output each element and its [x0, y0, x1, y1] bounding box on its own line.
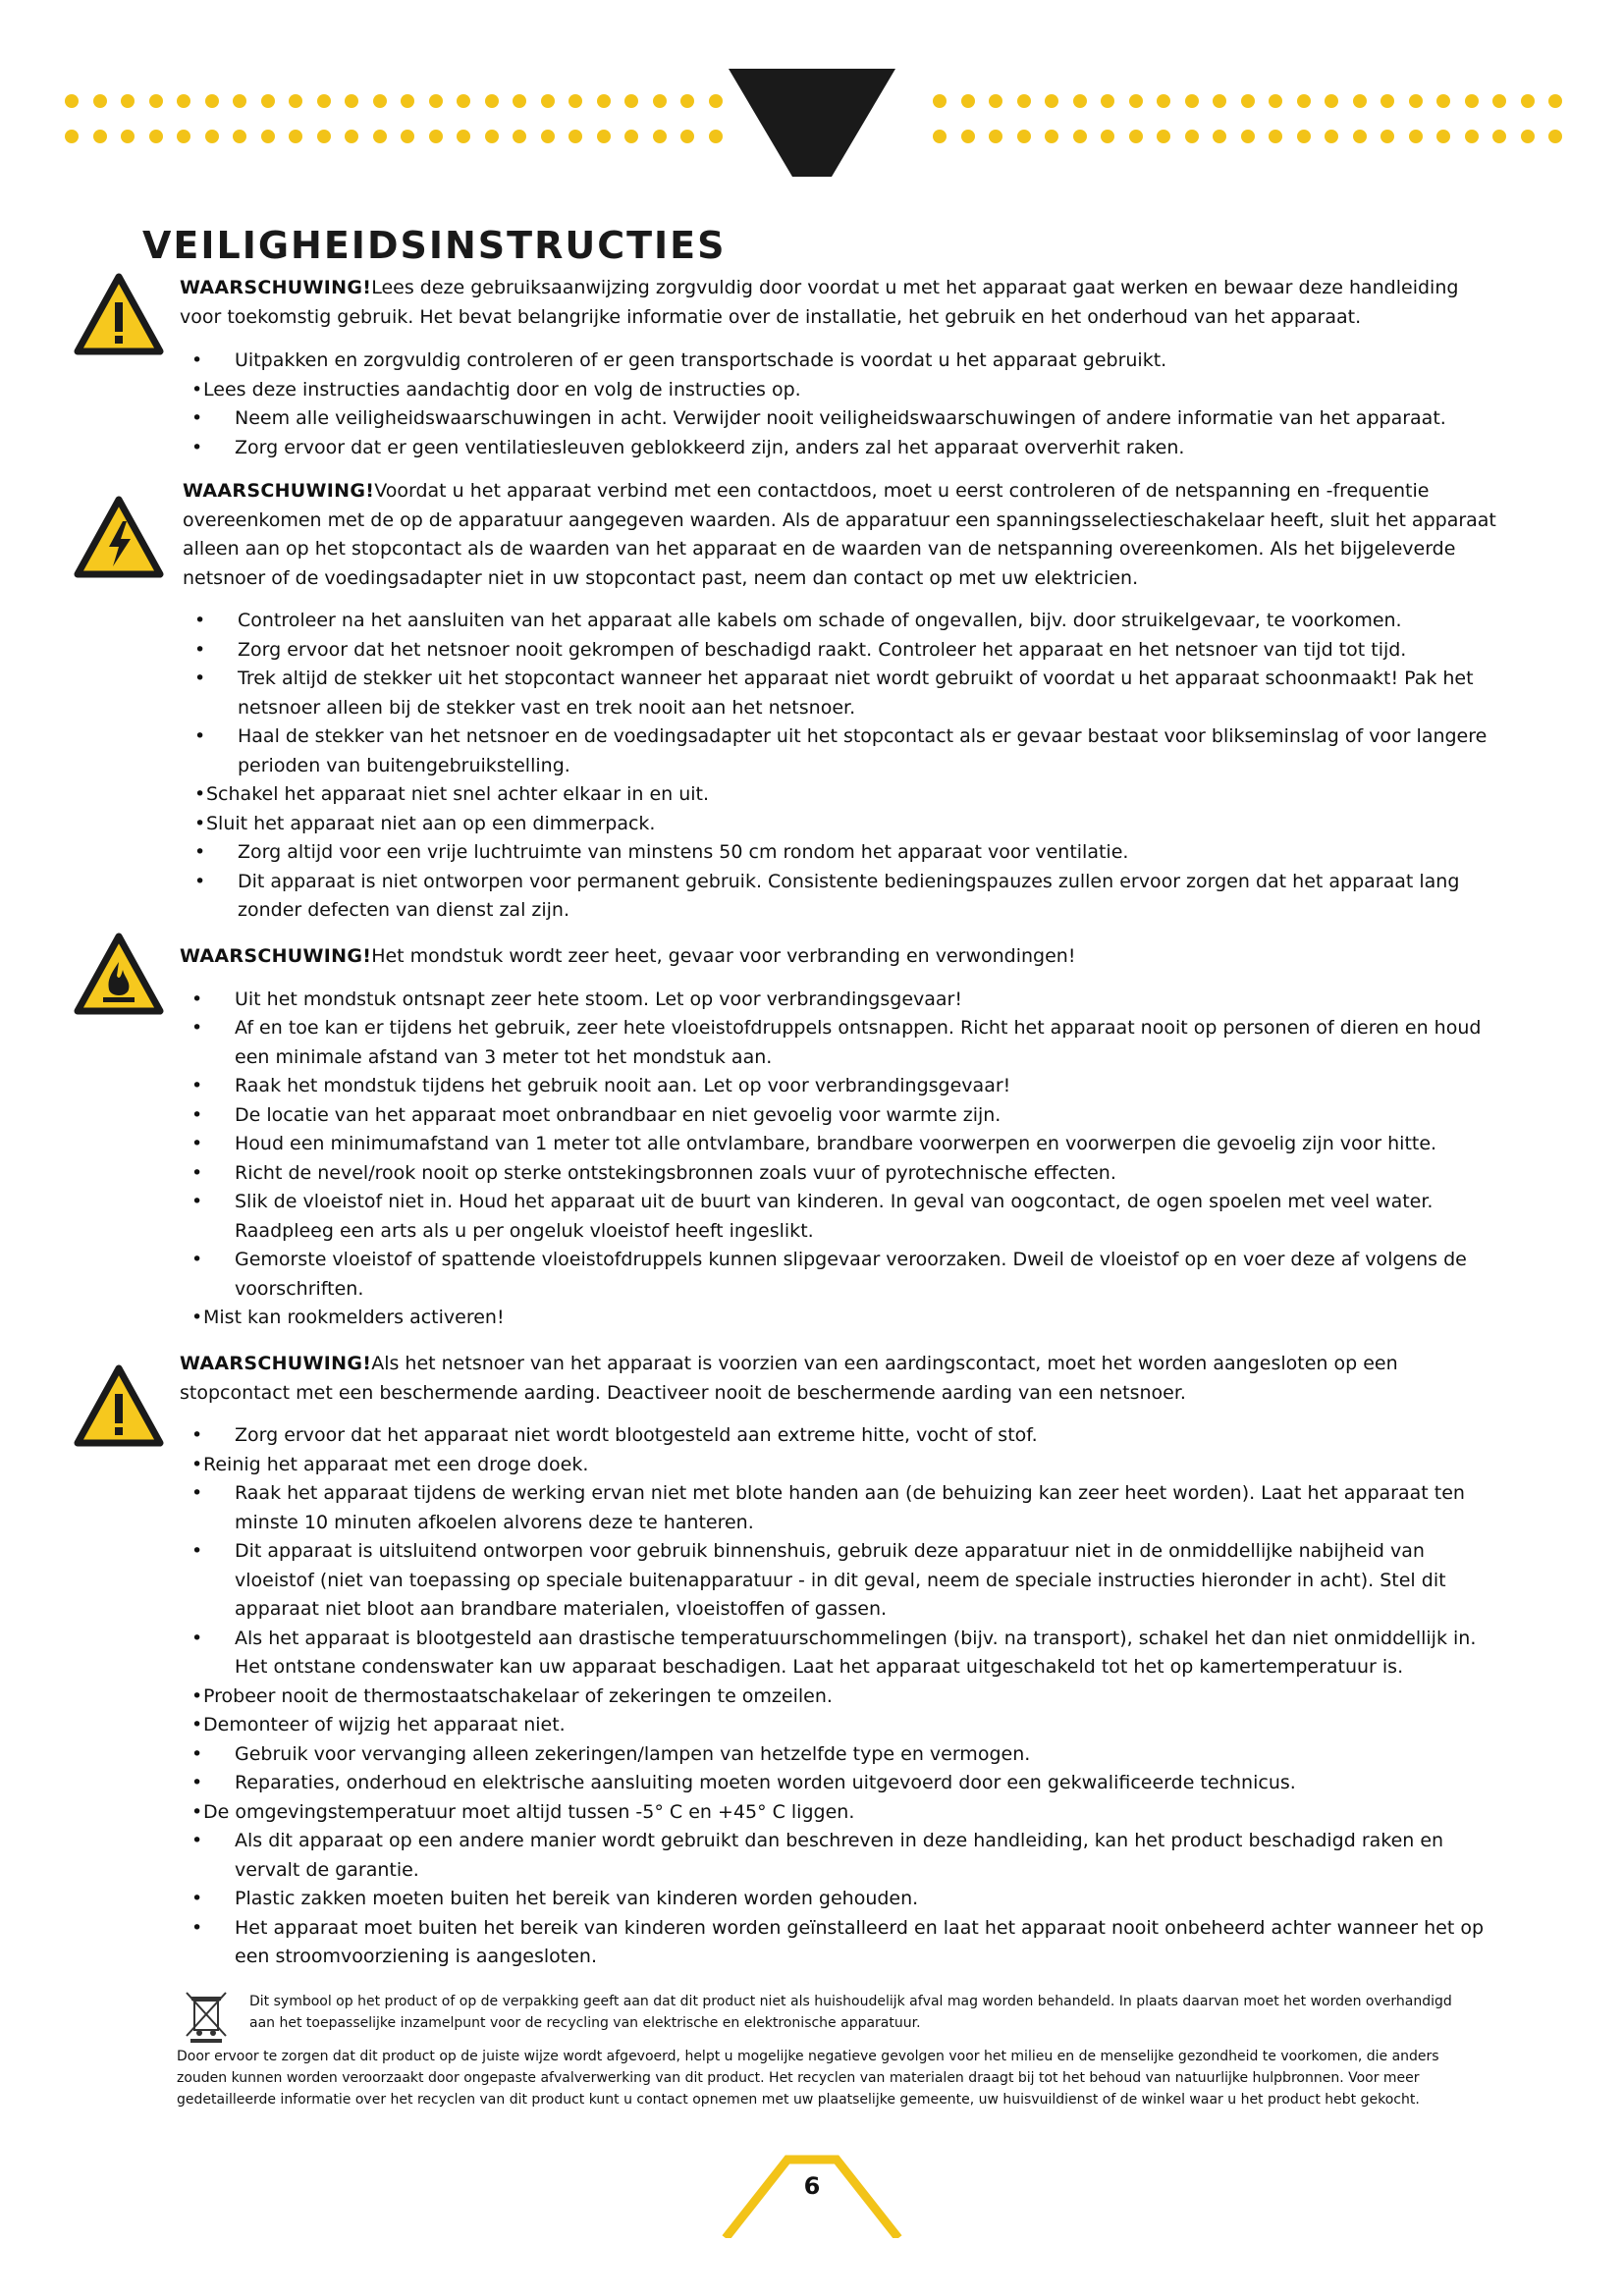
- decor-dot: [1353, 94, 1367, 108]
- decor-dot: [373, 94, 387, 108]
- decor-dot: [1548, 130, 1562, 143]
- decor-dot: [345, 94, 358, 108]
- section-2-list: [183, 607, 1496, 926]
- decor-dot: [961, 130, 975, 143]
- decor-dot: [1492, 130, 1506, 143]
- list-item: • Reinig het apparaat met een droge doek.: [180, 1451, 1496, 1480]
- decor-dot: [1101, 94, 1114, 108]
- decor-dot: [1325, 94, 1338, 108]
- decor-dot: [1213, 130, 1226, 143]
- decor-dot: [1157, 94, 1170, 108]
- decor-dot: [961, 94, 975, 108]
- list-item: • Als dit apparaat op een andere manier wordt gebruikt dan beschreven in deze handleiding, kan het product beschadigd raken en vervalt de garantie.: [180, 1827, 1496, 1885]
- decor-dot: [1241, 130, 1255, 143]
- decor-dot: [1297, 94, 1311, 108]
- decor-dot: [429, 130, 443, 143]
- decor-dot: [1073, 94, 1087, 108]
- decor-dot: [121, 130, 135, 143]
- warning-text: Als het netsnoer van het apparaat is voorzien van een aardingscontact, moet het worden aangesloten op een stopcontact met een beschermende aarding. Deactiveer nooit de beschermende aarding van een netsnoer.: [180, 1353, 1398, 1404]
- decor-dot: [680, 130, 694, 143]
- decor-dot: [233, 130, 246, 143]
- list-item: • Zorg altijd voor een vrije luchtruimte van minstens 50 cm rondom het apparaat voor ventilatie.: [183, 838, 1496, 868]
- list-item: • Zorg ervoor dat het apparaat niet wordt blootgesteld aan extreme hitte, vocht of stof.: [180, 1421, 1496, 1451]
- decor-dot: [1185, 130, 1199, 143]
- list-item: • Haal de stekker van het netsnoer en de voedingsadapter uit het stopcontact als er gevaar bestaat voor blikseminslag of voor langere perioden van buitengebruikstelling.: [183, 722, 1496, 780]
- decor-dot: [1045, 130, 1058, 143]
- list-item: • Slik de vloeistof niet in. Houd het apparaat uit de buurt van kinderen. In geval van oogcontact, de ogen spoelen met veel water. Raadpleeg een arts als u per ongeluk vloeistof heeft ingeslikt.: [180, 1188, 1496, 1246]
- decor-dot: [1548, 94, 1562, 108]
- section-4-warning: [180, 1350, 1496, 1408]
- decor-dot: [429, 94, 443, 108]
- decor-dot: [513, 130, 526, 143]
- decor-dot: [1409, 130, 1423, 143]
- section-3-warning: [180, 942, 1496, 972]
- weee-disposal-text: Door ervoor te zorgen dat dit product op de juiste wijze wordt afgevoerd, helpt u mogelijke negatieve gevolgen voor het milieu en de menselijke gezondheid te voorkomen, die anders zouden kunnen worden veroorzaakt door ongepaste afvalverwerking van dit product. Het recyclen van materialen draagt bij tot het behoud van natuurlijke hulpbronnen. Voor meer gedetailleerde informatie over het recyclen van dit product kunt u contact opnemen met uw plaatselijke gemeente, uw huisvuildienst of de winkel waar u het product hebt gekocht.: [177, 2049, 1439, 2108]
- electric-shock-icon: [74, 496, 164, 578]
- decor-dot: [205, 130, 219, 143]
- page-number: 6: [803, 2172, 821, 2200]
- decor-dot: [933, 94, 947, 108]
- decor-dot: [1157, 130, 1170, 143]
- list-item: • De locatie van het apparaat moet onbrandbaar en niet gevoelig voor warmte zijn.: [180, 1101, 1496, 1131]
- decor-dot: [1129, 94, 1143, 108]
- warning-text: Lees deze gebruiksaanwijzing zorgvuldig door voordat u met het apparaat gaat werken en bewaar deze handleiding voor toekomstig gebruik. Het bevat belangrijke informatie over de installatie, het gebruik en het onderhoud van het apparaat.: [180, 277, 1459, 328]
- decor-dot: [1380, 130, 1394, 143]
- list-item: • Gebruik voor vervanging alleen zekeringen/lampen van hetzelfde type en vermogen.: [180, 1740, 1496, 1770]
- list-item: • Raak het apparaat tijdens de werking ervan niet met blote handen aan (de behuizing kan zeer heet worden). Laat het apparaat ten minste 10 minuten afkoelen alvorens deze te hanteren.: [180, 1479, 1496, 1537]
- decor-dot: [1436, 94, 1450, 108]
- list-item: • Als het apparaat is blootgesteld aan drastische temperatuurschommelingen (bijv. na transport), schakel het dan niet onmiddellijk in. Het ontstane condenswater kan uw apparaat beschadigen. Laat het apparaat uitgeschakeld tot het op kamertemperatuur is.: [180, 1625, 1496, 1682]
- decor-dot: [261, 94, 275, 108]
- list-item: • Lees deze instructies aandachtig door en volg de instructies op.: [180, 376, 1496, 405]
- decor-dot: [1129, 130, 1143, 143]
- decor-dot: [709, 130, 723, 143]
- list-item: • Af en toe kan er tijdens het gebruik, zeer hete vloeistofdruppels ontsnappen. Richt het apparaat nooit op personen of dieren en houd een minimale afstand van 3 meter tot het mondstuk aan.: [180, 1014, 1496, 1072]
- decor-dot: [93, 94, 107, 108]
- decor-dot: [541, 130, 555, 143]
- list-item: • Zorg ervoor dat er geen ventilatiesleuven geblokkeerd zijn, anders zal het apparaat oververhit raken.: [180, 434, 1496, 463]
- list-item: • Raak het mondstuk tijdens het gebruik nooit aan. Let op voor verbrandingsgevaar!: [180, 1072, 1496, 1101]
- warning-exclamation-icon: [74, 1364, 164, 1447]
- list-item: • Mist kan rookmelders activeren!: [180, 1304, 1496, 1333]
- decor-dot: [373, 130, 387, 143]
- warning-label: WAARSCHUWING!: [180, 277, 372, 298]
- decor-dot: [1297, 130, 1311, 143]
- decor-dot: [1045, 94, 1058, 108]
- section-1-list: [180, 347, 1496, 462]
- list-item: • Probeer nooit de thermostaatschakelaar of zekeringen te omzeilen.: [180, 1682, 1496, 1712]
- warning-text: Het mondstuk wordt zeer heet, gevaar voor verbranding en verwondingen!: [371, 945, 1076, 967]
- decor-dot: [1465, 130, 1479, 143]
- decor-dot: [1073, 130, 1087, 143]
- warning-label: WAARSCHUWING!: [180, 945, 372, 967]
- decor-dot: [65, 94, 79, 108]
- section-3: [180, 942, 1496, 1333]
- weee-symbol-text: Dit symbool op het product of op de verpakking geeft aan dat dit product niet als huishoudelijk afval mag worden behandeld. In plaats daarvan moet het worden overhandigd aan het toepasselijke inzamelpunt voor de recycling van elektrische en elektronische apparatuur.: [249, 1994, 1452, 2031]
- decor-dot: [1213, 94, 1226, 108]
- fire-hazard-icon: [74, 933, 164, 1015]
- section-4-list: [180, 1421, 1496, 1972]
- decor-dot: [149, 130, 163, 143]
- decor-dot: [149, 94, 163, 108]
- list-item: • Reparaties, onderhoud en elektrische aansluiting moeten worden uitgevoerd door een gekwalificeerde technicus.: [180, 1769, 1496, 1798]
- page-title: VEILIGHEIDSINSTRUCTIES: [142, 224, 727, 267]
- section-1-warning: [180, 274, 1496, 332]
- decor-dot: [457, 94, 470, 108]
- section-3-list: [180, 986, 1496, 1333]
- decor-dot: [289, 130, 302, 143]
- decor-dot: [205, 94, 219, 108]
- decor-dot: [597, 130, 611, 143]
- warning-label: WAARSCHUWING!: [180, 1353, 372, 1374]
- list-item: • Gemorste vloeistof of spattende vloeistofdruppels kunnen slipgevaar veroorzaken. Dweil de vloeistof op en voer deze af volgens de voorschriften.: [180, 1246, 1496, 1304]
- decor-dot: [933, 130, 947, 143]
- decor-dot: [121, 94, 135, 108]
- decor-dot: [1409, 94, 1423, 108]
- decor-dot: [624, 130, 638, 143]
- decor-dot: [65, 130, 79, 143]
- list-item: • Controleer na het aansluiten van het apparaat alle kabels om schade of ongevallen, bijv. door struikelgevaar, te voorkomen.: [183, 607, 1496, 636]
- decor-dot: [289, 94, 302, 108]
- decor-dot: [317, 130, 331, 143]
- list-item: • Uit het mondstuk ontsnapt zeer hete stoom. Let op voor verbrandingsgevaar!: [180, 986, 1496, 1015]
- section-4: [180, 1350, 1496, 1972]
- list-item: • Houd een minimumafstand van 1 meter tot alle ontvlambare, brandbare voorwerpen en voorwerpen die gevoelig zijn voor hitte.: [180, 1130, 1496, 1159]
- decor-dot: [1380, 94, 1394, 108]
- decor-dot: [1521, 94, 1535, 108]
- section-2-warning: [183, 477, 1496, 593]
- decor-dot: [177, 130, 190, 143]
- decor-dot: [513, 94, 526, 108]
- decor-dot: [401, 94, 414, 108]
- list-item: • Demonteer of wijzig het apparaat niet.: [180, 1711, 1496, 1740]
- warning-label: WAARSCHUWING!: [183, 480, 375, 502]
- decor-dot: [1101, 130, 1114, 143]
- decor-dot: [680, 94, 694, 108]
- decor-dot: [597, 94, 611, 108]
- decor-dot: [653, 130, 667, 143]
- list-item: • Neem alle veiligheidswaarschuwingen in acht. Verwijder nooit veiligheidswaarschuwingen of andere informatie van het apparaat.: [180, 404, 1496, 434]
- weee-crossed-bin-icon: [183, 1989, 232, 2044]
- decor-dot: [345, 130, 358, 143]
- decor-dot: [485, 130, 499, 143]
- list-item: • Richt de nevel/rook nooit op sterke ontstekingsbronnen zoals vuur of pyrotechnische effecten.: [180, 1159, 1496, 1189]
- decor-dot: [541, 94, 555, 108]
- list-item: • Plastic zakken moeten buiten het bereik van kinderen worden gehouden.: [180, 1885, 1496, 1914]
- section-2: [183, 477, 1496, 926]
- decor-dot: [1325, 130, 1338, 143]
- decor-dot: [457, 130, 470, 143]
- decor-dot: [1269, 130, 1282, 143]
- decor-dot: [233, 94, 246, 108]
- list-item: • Het apparaat moet buiten het bereik van kinderen worden geïnstalleerd en laat het apparaat nooit onbeheerd achter wanneer het op een stroomvoorziening is aangesloten.: [180, 1914, 1496, 1972]
- warning-text: Voordat u het apparaat verbind met een contactdoos, moet u eerst controleren of de netspanning en -frequentie overeenkomen met de op de apparatuur aangegeven waarden. Als de apparatuur een spanningsselectieschakelaar heeft, sluit het apparaat alleen aan op het stopcontact als de waarden van het apparaat en de waarden van de netspanning overeenkomen. Als het bijgeleverde netsnoer of de voedingsadapter niet in uw stopcontact past, neem dan contact op met uw elektricien.: [183, 480, 1496, 589]
- decor-dot: [485, 94, 499, 108]
- decor-dot: [1465, 94, 1479, 108]
- decor-dot: [568, 130, 582, 143]
- list-item: • Uitpakken en zorgvuldig controleren of er geen transportschade is voordat u het apparaat gebruikt.: [180, 347, 1496, 376]
- decor-dot: [1269, 94, 1282, 108]
- decor-dot: [1436, 130, 1450, 143]
- decor-dot: [177, 94, 190, 108]
- list-item: • Dit apparaat is niet ontworpen voor permanent gebruik. Consistente bedieningspauzes zullen ervoor zorgen dat het apparaat lang zonder defecten van dienst zal zijn.: [183, 868, 1496, 926]
- decor-dot: [317, 94, 331, 108]
- decor-dot: [989, 130, 1002, 143]
- list-item: • Dit apparaat is uitsluitend ontworpen voor gebruik binnenshuis, gebruik deze apparatuur niet in de onmiddellijke nabijheid van vloeistof (niet van toepassing op speciale buitenapparatuur - in dit geval, neem de speciale instructies hieronder in acht). Stel dit apparaat niet bloot aan brandbare materialen, vloeistoffen of gassen.: [180, 1537, 1496, 1625]
- list-item: • Sluit het apparaat niet aan op een dimmerpack.: [183, 810, 1496, 839]
- decor-dot: [989, 94, 1002, 108]
- decor-dot: [1521, 130, 1535, 143]
- decor-dot: [1017, 94, 1031, 108]
- decor-dot: [261, 130, 275, 143]
- decor-dot: [709, 94, 723, 108]
- list-item: • Zorg ervoor dat het netsnoer nooit gekrompen of beschadigd raakt. Controleer het apparaat en het netsnoer van tijd tot tijd.: [183, 636, 1496, 666]
- decor-dot: [401, 130, 414, 143]
- section-1: [180, 274, 1496, 462]
- list-item: • Trek altijd de stekker uit het stopcontact wanneer het apparaat niet wordt gebruikt of voordat u het apparaat schoonmaakt! Pak het netsnoer alleen bij de stekker vast en trek nooit aan het netsnoer.: [183, 665, 1496, 722]
- decor-dot: [1185, 94, 1199, 108]
- header-triangle: [729, 69, 895, 177]
- warning-exclamation-icon: [74, 273, 164, 355]
- decor-dot: [1241, 94, 1255, 108]
- decor-dot: [1492, 94, 1506, 108]
- decor-dot: [568, 94, 582, 108]
- decor-dot: [624, 94, 638, 108]
- decor-dot: [1353, 130, 1367, 143]
- decor-dot: [653, 94, 667, 108]
- list-item: • De omgevingstemperatuur moet altijd tussen -5° C en +45° C liggen.: [180, 1798, 1496, 1828]
- list-item: • Schakel het apparaat niet snel achter elkaar in en uit.: [183, 780, 1496, 810]
- decor-dot: [93, 130, 107, 143]
- decor-dot: [1017, 130, 1031, 143]
